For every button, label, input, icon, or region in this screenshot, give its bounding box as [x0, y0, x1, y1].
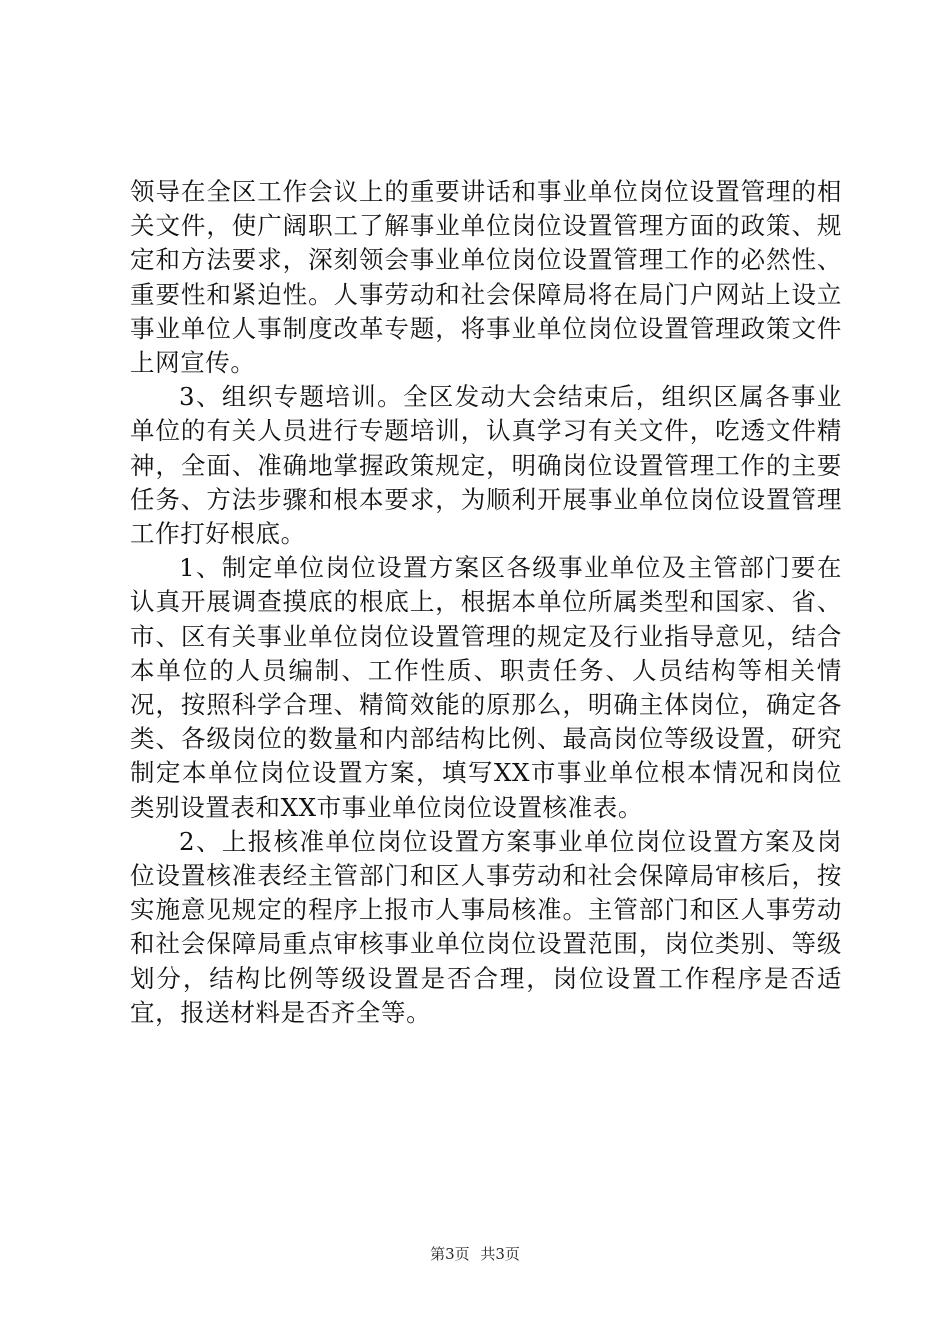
- paragraph-continuation: 领导在全区工作会议上的重要讲话和事业单位岗位设置管理的相关文件，使广阔职工了解事业单位岗位设置管理方面的政策、规定和方法要求，深刻领会事业单位岗位设置管理工作的必然性、重要性和紧迫性。人事劳动和社会保障局将在局门户网站上设立事业单位人事制度改革专题，将事业单位岗位设置管理政策文件上网宣传。: [130, 177, 842, 378]
- paragraph-training: 3、组织专题培训。全区发动大会结束后，组织区属各事业单位的有关人员进行专题培训，认真学习有关文件，吃透文件精神，全面、准确地掌握政策规定，明确岗位设置管理工作的主要任务、方法步骤和根本要求，为顺利开展事业单位岗位设置管理工作打好根底。: [130, 382, 842, 549]
- page-number-total: 共3页: [480, 1245, 520, 1263]
- paragraph-report-approval: 2、上报核准单位岗位设置方案事业单位岗位设置方案及岗位设置核准表经主管部门和区人事劳动和社会保障局审核后，按实施意见规定的程序上报市人事局核准。主管部门和区人事劳动和社会保障局重点审核事业单位岗位设置范围，岗位类别、等级划分，结构比例等级设置是否合理，岗位设置工作程序是否适宜，报送材料是否齐全等。: [130, 826, 842, 1027]
- page-footer: [0, 1244, 950, 1264]
- page-number-current: 第3页: [430, 1245, 470, 1263]
- document-body: [130, 175, 842, 1030]
- paragraph-formulate-plan: 1、制定单位岗位设置方案区各级事业单位及主管部门要在认真开展调查摸底的根底上，根据本单位所属类型和国家、省、市、区有关事业单位岗位设置管理的规定及行业指导意见，结合本单位的人员编制、工作性质、职责任务、人员结构等相关情况，按照科学合理、精简效能的原那么，明确主体岗位，确定各类、各级岗位的数量和内部结构比例、最高岗位等级设置，研究制定本单位岗位设置方案，填写XX市事业单位根本情况和岗位类别设置表和XX市事业单位岗位设置核准表。: [130, 553, 842, 822]
